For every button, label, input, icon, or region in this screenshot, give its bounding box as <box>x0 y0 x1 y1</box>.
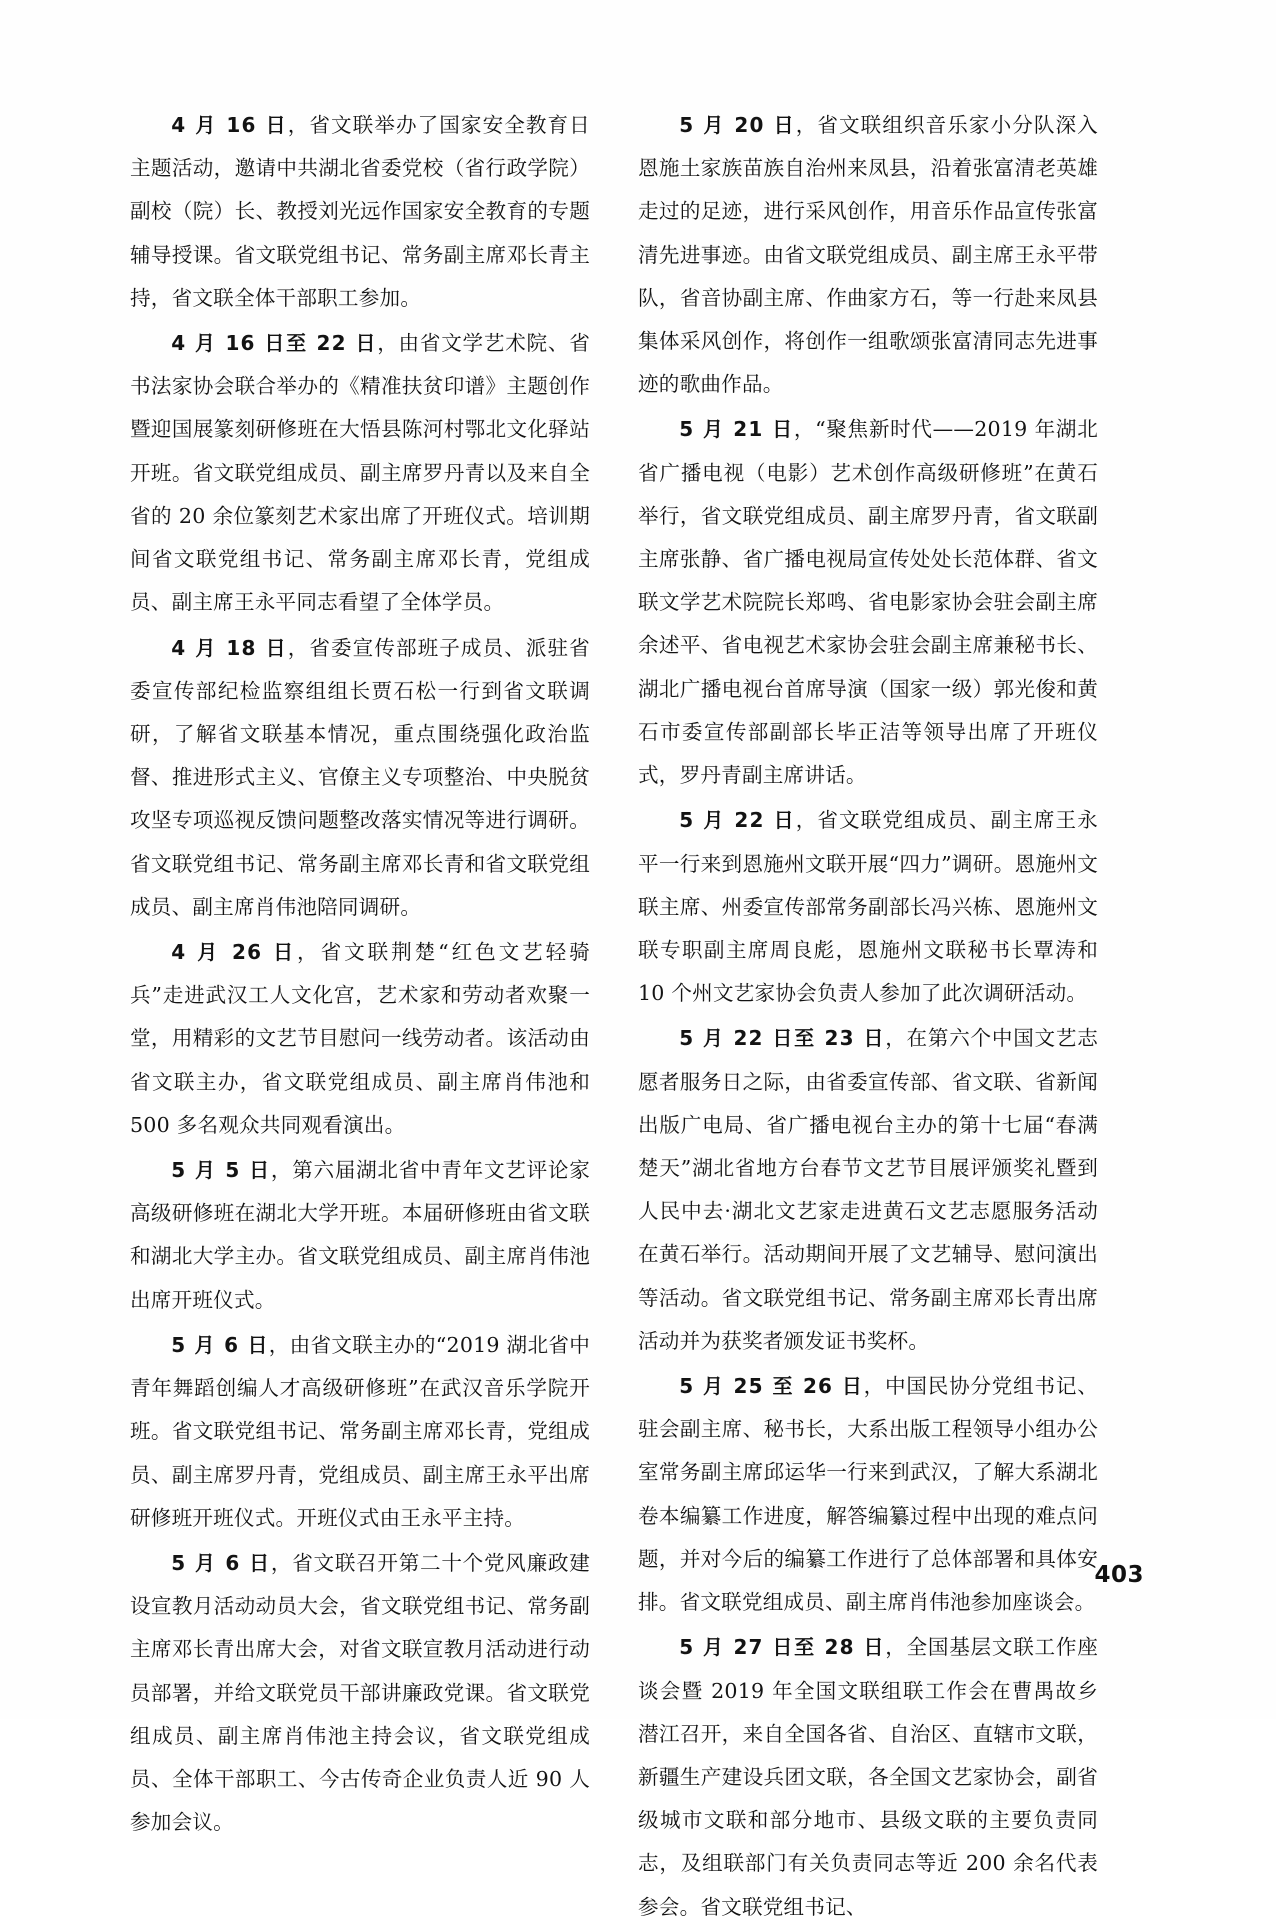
entry-date: 4 月 16 日至 22 日 <box>171 331 378 356</box>
entry-text: ，省文联组织音乐家小分队深入恩施土家族苗族自治州来凤县，沿着张富清老英雄走过的足迹，进行采风创作，用音乐作品宣传张富清先进事迹。由省文联党组成员、副主席王永平带队，省音协副主席、作曲家方石，等一行赴来凤县集体采风创作，将创作一组歌颂张富清同志先进事迹的歌曲作品。 <box>638 113 1098 397</box>
page-number: 403 <box>1094 1562 1144 1588</box>
chronicle-entry <box>638 1626 1098 1928</box>
text-column-right <box>638 104 1099 1919</box>
entry-text: ，省文联荆楚“红色文艺轻骑兵”走进武汉工人文化宫，艺术家和劳动者欢聚一堂，用精彩的文艺节目慰问一线劳动者。该活动由省文联主办，省文联党组成员、副主席肖伟池和 500 多名观众共同观看演出。 <box>130 940 590 1137</box>
entry-text: ，在第六个中国文艺志愿者服务日之际，由省委宣传部、省文联、省新闻出版广电局、省广播电视台主办的第十七届“春满楚天”湖北省地方台春节文艺节目展评颁奖礼暨到人民中去·湖北文艺家走进黄石文艺志愿服务活动在黄石举行。活动期间开展了文艺辅导、慰问演出等活动。省文联党组书记、常务副主席邓长青出席活动并为获奖者颁发证书奖杯。 <box>638 1026 1098 1353</box>
entry-date: 5 月 21 日 <box>679 417 794 442</box>
text-column-left <box>130 104 591 1835</box>
chronicle-entry <box>130 1542 590 1844</box>
entry-date: 5 月 6 日 <box>171 1550 271 1575</box>
entry-date: 5 月 6 日 <box>171 1332 269 1357</box>
entry-date: 4 月 26 日 <box>171 940 298 964</box>
entry-text: ，省文联党组成员、副主席王永平一行来到恩施州文联开展“四力”调研。恩施州文联主席、州委宣传部常务副部长冯兴栋、恩施州文联专职副主席周良彪，恩施州文联秘书长覃涛和 10 个州文艺家协会负责人参加了此次调研活动。 <box>638 808 1098 1006</box>
entry-date: 5 月 25 至 26 日 <box>679 1374 864 1399</box>
chronicle-entry <box>130 1324 590 1540</box>
entry-date: 5 月 5 日 <box>171 1158 271 1183</box>
chronicle-entry <box>130 322 590 624</box>
entry-text: ，省委宣传部班子成员、派驻省委宣传部纪检监察组组长贾石松一行到省文联调研，了解省文联基本情况，重点围绕强化政治监督、推进形式主义、官僚主义专项整治、中央脱贫攻坚专项巡视反馈问题整改落实情况等进行调研。省文联党组书记、常务副主席邓长青和省文联党组成员、副主席肖伟池陪同调研。 <box>130 635 590 919</box>
entry-date: 5 月 20 日 <box>679 113 796 137</box>
entry-date: 5 月 27 日至 28 日 <box>679 1635 886 1660</box>
chronicle-entry <box>130 931 590 1147</box>
entry-text: ，省文联召开第二十个党风廉政建设宣教月活动动员大会，省文联党组书记、常务副主席邓长青出席大会，对省文联宣教月活动进行动员部署，并给文联党员干部讲廉政党课。省文联党组成员、副主席肖伟池主持会议，省文联党组成员、全体干部职工、今古传奇企业负责人近 90 人参加会议。 <box>130 1550 591 1835</box>
entry-text: ，第六届湖北省中青年文艺评论家高级研修班在湖北大学开班。本届研修班由省文联和湖北大学主办。省文联党组成员、副主席肖伟池出席开班仪式。 <box>130 1158 591 1312</box>
chronicle-entry <box>130 1149 590 1322</box>
chronicle-entry <box>130 627 590 929</box>
entry-date: 4 月 18 日 <box>171 635 288 660</box>
entry-text: ，省文联举办了国家安全教育日主题活动，邀请中共湖北省委党校（省行政学院）副校（院）长、教授刘光远作国家安全教育的专题辅导授课。省文联党组书记、常务副主席邓长青主持，省文联全体干部职工参加。 <box>130 113 590 310</box>
entry-date: 4 月 16 日 <box>171 113 288 137</box>
entry-text: ，“聚焦新时代——2019 年湖北省广播电视（电影）艺术创作高级研修班”在黄石举行，省文联党组成员、副主席罗丹青，省文联副主席张静、省广播电视局宣传处处长范体群、省文联文学艺术院院长郑鸣、省电影家协会驻会副主席余述平、省电视艺术家协会驻会副主席兼秘书长、湖北广播电视台首席导演（国家一级）郭光俊和黄石市委宣传部副部长毕正洁等领导出席了开班仪式，罗丹青副主席讲话。 <box>638 417 1098 788</box>
entry-text: ，由省文学艺术院、省书法家协会联合举办的《精准扶贫印谱》主题创作暨迎国展篆刻研修班在大悟县陈河村鄂北文化驿站开班。省文联党组成员、副主席罗丹青以及来自全省的 20 余位篆刻艺术家出席了开班仪式。培训期间省文联党组书记、常务副主席邓长青，党组成员、副主席王永平同志看望了全体学员。 <box>130 331 590 615</box>
chronicle-entry <box>638 1365 1098 1624</box>
chronicle-entry <box>130 104 590 320</box>
entry-text: ，全国基层文联工作座谈会暨 2019 年全国文联组联工作会在曹禺故乡潜江召开，来自全国各省、自治区、直辖市文联，新疆生产建设兵团文联，各全国文艺家协会，副省级城市文联和部分地市、县级文联的主要负责同志，及组联部门有关负责同志等近 200 余名代表参会。省文联党组书记、 <box>638 1635 1098 1919</box>
entry-date: 5 月 22 日至 23 日 <box>679 1026 886 1051</box>
entry-date: 5 月 22 日 <box>679 808 796 833</box>
entry-text: ，中国民协分党组书记、驻会副主席、秘书长，大系出版工程领导小组办公室常务副主席邱运华一行来到武汉，了解大系湖北卷本编纂工作进度，解答编纂过程中出现的难点问题，并对今后的编纂工作进行了总体部署和具体安排。省文联党组成员、副主席肖伟池参加座谈会。 <box>638 1374 1099 1615</box>
chronicle-entry <box>638 104 1098 406</box>
chronicle-entry <box>638 799 1098 1015</box>
entry-text: ，由省文联主办的“2019 湖北省中青年舞蹈创编人才高级研修班”在武汉音乐学院开班。省文联党组书记、常务副主席邓长青，党组成员、副主席罗丹青，党组成员、副主席王永平出席研修班开班仪式。开班仪式由王永平主持。 <box>130 1332 590 1530</box>
chronicle-entry <box>638 1017 1098 1363</box>
chronicle-entry <box>638 408 1098 797</box>
